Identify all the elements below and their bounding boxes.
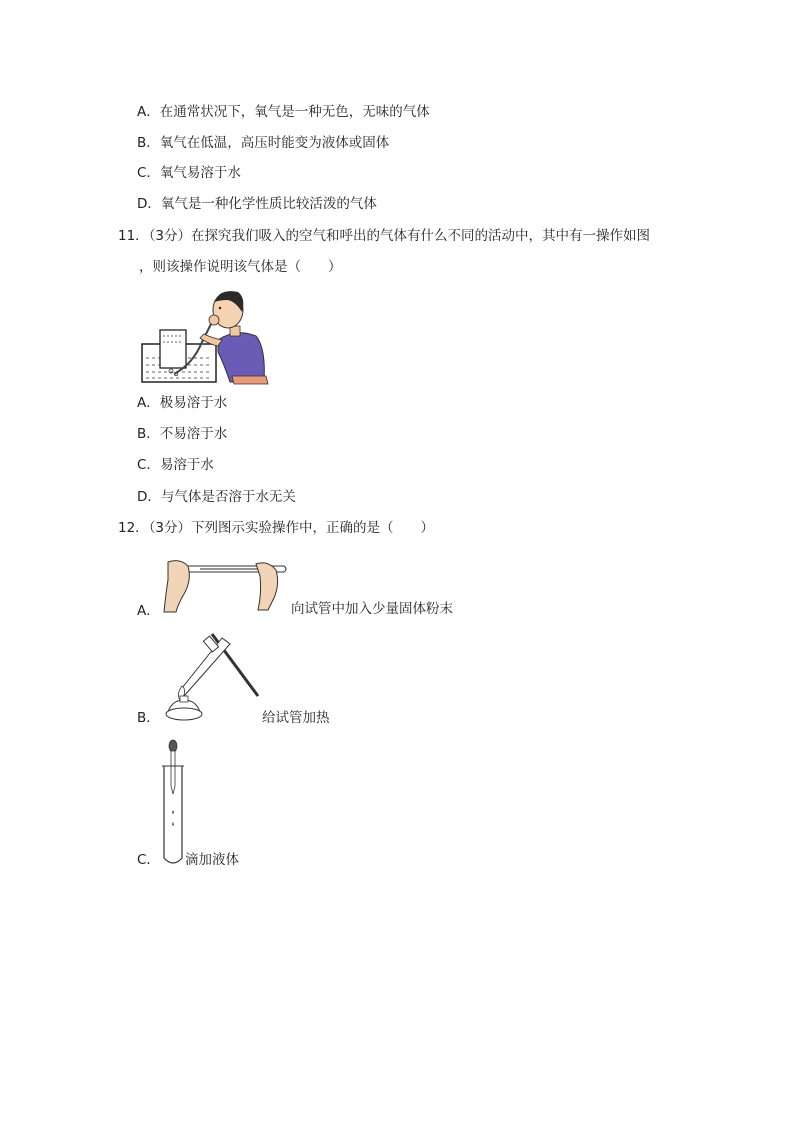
- q12-option-a-figure: [160, 552, 290, 614]
- q12-option-c-letter: C．: [137, 852, 160, 868]
- q11-figure-breath-collection: [138, 286, 270, 386]
- q12-option-b-figure: [160, 630, 264, 722]
- q10-option-a: A．在通常状况下，氧气是一种无色，无味的气体: [137, 104, 430, 120]
- q11-option-d: D．与气体是否溶于水无关: [137, 489, 296, 505]
- q12-option-c-figure: [160, 738, 186, 868]
- q10-option-d: D．氧气是一种化学性质比较活泼的气体: [137, 196, 377, 212]
- q11-option-c: C．易溶于水: [137, 457, 214, 473]
- q11-stem-line1: 11．（3分）在探究我们吸入的空气和呼出的气体有什么不同的活动中，其中有一操作如图: [118, 228, 651, 244]
- q10-option-c: C．氧气易溶于水: [137, 165, 241, 181]
- q11-stem-line2: ，则该操作说明该气体是（ ）: [139, 259, 342, 275]
- person-shirt: [218, 333, 264, 382]
- q12-stem: 12．（3分）下列图示实验操作中，正确的是（ ）: [118, 520, 435, 536]
- q12-option-b-letter: B．: [137, 710, 160, 726]
- q11-option-a: A．极易溶于水: [137, 395, 228, 411]
- q10-option-b: B．氧气在低温，高压时能变为液体或固体: [137, 135, 390, 151]
- q12-option-c-caption: 滴加液体: [185, 852, 239, 868]
- q12-option-a-letter: A．: [137, 603, 160, 619]
- q11-option-b: B．不易溶于水: [137, 426, 228, 442]
- q12-option-a-caption: 向试管中加入少量固体粉末: [291, 601, 453, 617]
- q12-option-b-caption: 给试管加热: [262, 710, 330, 726]
